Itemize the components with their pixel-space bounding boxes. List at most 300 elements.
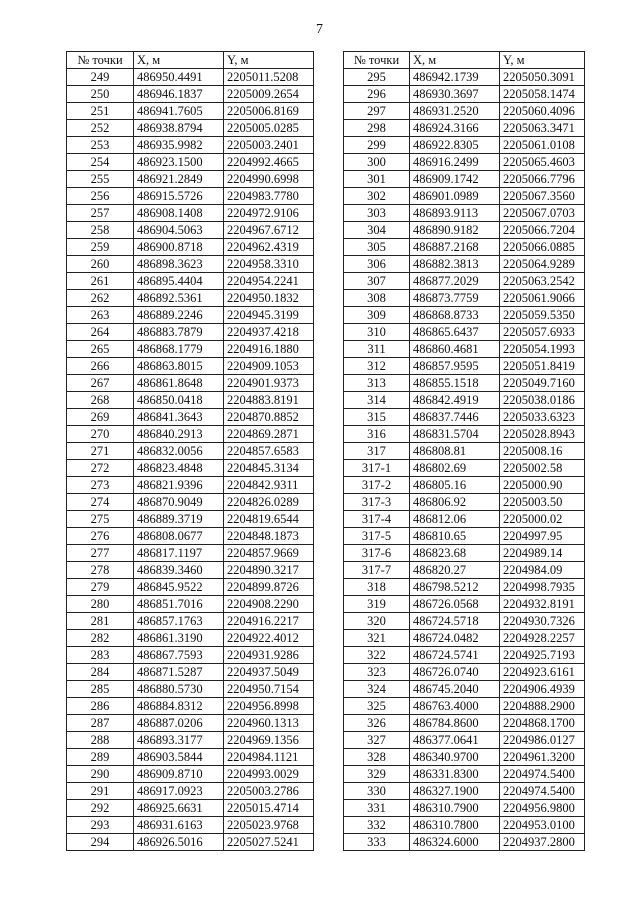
- point-number-cell: 293: [67, 817, 134, 834]
- table-row: [344, 426, 585, 443]
- header-point: № точки: [67, 52, 134, 69]
- point-number-cell: 310: [344, 324, 410, 341]
- table-row: [67, 205, 314, 222]
- y-coordinate-cell: 2205066.0885: [500, 239, 585, 256]
- point-number-cell: 264: [67, 324, 134, 341]
- point-number-cell: 272: [67, 460, 134, 477]
- y-coordinate-cell: 2204983.7780: [224, 188, 314, 205]
- y-coordinate-cell: 2204883.8191: [224, 392, 314, 409]
- point-number-cell: 301: [344, 171, 410, 188]
- x-coordinate-cell: 486763.4000: [410, 698, 500, 715]
- x-coordinate-cell: 486817.1197: [134, 545, 224, 562]
- table-row: [344, 324, 585, 341]
- y-coordinate-cell: 2205009.2654: [224, 86, 314, 103]
- table-row: [67, 375, 314, 392]
- header-point: № точки: [344, 52, 410, 69]
- y-coordinate-cell: 2205066.7796: [500, 171, 585, 188]
- point-number-cell: 317: [344, 443, 410, 460]
- y-coordinate-cell: 2205003.2786: [224, 783, 314, 800]
- y-coordinate-cell: 2204916.1880: [224, 341, 314, 358]
- x-coordinate-cell: 486861.8648: [134, 375, 224, 392]
- x-coordinate-cell: 486935.9982: [134, 137, 224, 154]
- x-coordinate-cell: 486810.65: [410, 528, 500, 545]
- point-number-cell: 277: [67, 545, 134, 562]
- x-coordinate-cell: 486802.69: [410, 460, 500, 477]
- x-coordinate-cell: 486938.8794: [134, 120, 224, 137]
- x-coordinate-cell: 486724.5741: [410, 647, 500, 664]
- y-coordinate-cell: 2204930.7326: [500, 613, 585, 630]
- y-coordinate-cell: 2204848.1873: [224, 528, 314, 545]
- table-header-row: [344, 52, 585, 69]
- table-row: [67, 460, 314, 477]
- y-coordinate-cell: 2204960.1313: [224, 715, 314, 732]
- point-number-cell: 250: [67, 86, 134, 103]
- x-coordinate-cell: 486840.2913: [134, 426, 224, 443]
- x-coordinate-cell: 486806.92: [410, 494, 500, 511]
- point-number-cell: 296: [344, 86, 410, 103]
- y-coordinate-cell: 2204992.4665: [224, 154, 314, 171]
- y-coordinate-cell: 2204953.0100: [500, 817, 585, 834]
- y-coordinate-cell: 2204870.8852: [224, 409, 314, 426]
- x-coordinate-cell: 486808.81: [410, 443, 500, 460]
- table-row: [67, 630, 314, 647]
- x-coordinate-cell: 486880.5730: [134, 681, 224, 698]
- y-coordinate-cell: 2204998.7935: [500, 579, 585, 596]
- table-row: [67, 273, 314, 290]
- point-number-cell: 266: [67, 358, 134, 375]
- x-coordinate-cell: 486930.3697: [410, 86, 500, 103]
- y-coordinate-cell: 2205028.8943: [500, 426, 585, 443]
- table-row: [344, 732, 585, 749]
- table-row: [344, 562, 585, 579]
- x-coordinate-cell: 486850.0418: [134, 392, 224, 409]
- table-row: [67, 783, 314, 800]
- table-row: [67, 358, 314, 375]
- y-coordinate-cell: 2205066.7204: [500, 222, 585, 239]
- x-coordinate-cell: 486895.4404: [134, 273, 224, 290]
- point-number-cell: 311: [344, 341, 410, 358]
- table-row: [344, 511, 585, 528]
- y-coordinate-cell: 2205003.2401: [224, 137, 314, 154]
- x-coordinate-cell: 486883.7879: [134, 324, 224, 341]
- y-coordinate-cell: 2204956.9800: [500, 800, 585, 817]
- point-number-cell: 276: [67, 528, 134, 545]
- table-row: [67, 290, 314, 307]
- table-row: [67, 545, 314, 562]
- x-coordinate-cell: 486724.5718: [410, 613, 500, 630]
- y-coordinate-cell: 2204857.6583: [224, 443, 314, 460]
- table-row: [67, 188, 314, 205]
- point-number-cell: 329: [344, 766, 410, 783]
- point-number-cell: 321: [344, 630, 410, 647]
- point-number-cell: 327: [344, 732, 410, 749]
- point-number-cell: 267: [67, 375, 134, 392]
- point-number-cell: 294: [67, 834, 134, 851]
- y-coordinate-cell: 2204857.9669: [224, 545, 314, 562]
- x-coordinate-cell: 486893.9113: [410, 205, 500, 222]
- y-coordinate-cell: 2204989.14: [500, 545, 585, 562]
- x-coordinate-cell: 486898.3623: [134, 256, 224, 273]
- table-row: [344, 103, 585, 120]
- x-coordinate-cell: 486845.9522: [134, 579, 224, 596]
- table-row: [67, 477, 314, 494]
- table-row: [344, 749, 585, 766]
- point-number-cell: 275: [67, 511, 134, 528]
- y-coordinate-cell: 2205008.16: [500, 443, 585, 460]
- y-coordinate-cell: 2205059.5350: [500, 307, 585, 324]
- y-coordinate-cell: 2204937.5049: [224, 664, 314, 681]
- table-row: [344, 698, 585, 715]
- y-coordinate-cell: 2204901.9373: [224, 375, 314, 392]
- y-coordinate-cell: 2205060.4096: [500, 103, 585, 120]
- table-row: [67, 69, 314, 86]
- y-coordinate-cell: 2204972.9106: [224, 205, 314, 222]
- table-row: [67, 732, 314, 749]
- point-number-cell: 326: [344, 715, 410, 732]
- y-coordinate-cell: 2205000.02: [500, 511, 585, 528]
- header-x: X, м: [134, 52, 224, 69]
- x-coordinate-cell: 486823.68: [410, 545, 500, 562]
- x-coordinate-cell: 486916.2499: [410, 154, 500, 171]
- point-number-cell: 317-5: [344, 528, 410, 545]
- y-coordinate-cell: 2204888.2900: [500, 698, 585, 715]
- y-coordinate-cell: 2205027.5241: [224, 834, 314, 851]
- x-coordinate-cell: 486901.0989: [410, 188, 500, 205]
- y-coordinate-cell: 2205063.2542: [500, 273, 585, 290]
- x-coordinate-cell: 486726.0740: [410, 664, 500, 681]
- x-coordinate-cell: 486909.1742: [410, 171, 500, 188]
- y-coordinate-cell: 2205003.50: [500, 494, 585, 511]
- x-coordinate-cell: 486892.5361: [134, 290, 224, 307]
- table-row: [67, 222, 314, 239]
- table-header-row: [67, 52, 314, 69]
- x-coordinate-cell: 486805.16: [410, 477, 500, 494]
- x-coordinate-cell: 486882.3813: [410, 256, 500, 273]
- point-number-cell: 297: [344, 103, 410, 120]
- table-row: [344, 256, 585, 273]
- table-row: [67, 800, 314, 817]
- y-coordinate-cell: 2205038.0186: [500, 392, 585, 409]
- x-coordinate-cell: 486924.3166: [410, 120, 500, 137]
- table-row: [67, 664, 314, 681]
- table-row: [344, 171, 585, 188]
- y-coordinate-cell: 2205049.7160: [500, 375, 585, 392]
- table-row: [344, 664, 585, 681]
- x-coordinate-cell: 486915.5726: [134, 188, 224, 205]
- y-coordinate-cell: 2205051.8419: [500, 358, 585, 375]
- table-row: [344, 341, 585, 358]
- x-coordinate-cell: 486865.6437: [410, 324, 500, 341]
- point-number-cell: 306: [344, 256, 410, 273]
- point-number-cell: 328: [344, 749, 410, 766]
- table-row: [67, 426, 314, 443]
- x-coordinate-cell: 486870.9049: [134, 494, 224, 511]
- point-number-cell: 295: [344, 69, 410, 86]
- table-row: [344, 579, 585, 596]
- table-row: [344, 205, 585, 222]
- table-row: [67, 511, 314, 528]
- x-coordinate-cell: 486860.4681: [410, 341, 500, 358]
- x-coordinate-cell: 486890.9182: [410, 222, 500, 239]
- y-coordinate-cell: 2204909.1053: [224, 358, 314, 375]
- y-coordinate-cell: 2204974.5400: [500, 783, 585, 800]
- table-row: [344, 596, 585, 613]
- y-coordinate-cell: 2204931.9286: [224, 647, 314, 664]
- y-coordinate-cell: 2204819.6544: [224, 511, 314, 528]
- point-number-cell: 303: [344, 205, 410, 222]
- y-coordinate-cell: 2204922.4012: [224, 630, 314, 647]
- x-coordinate-cell: 486855.1518: [410, 375, 500, 392]
- point-number-cell: 281: [67, 613, 134, 630]
- table-row: [344, 137, 585, 154]
- point-number-cell: 261: [67, 273, 134, 290]
- y-coordinate-cell: 2205023.9768: [224, 817, 314, 834]
- point-number-cell: 312: [344, 358, 410, 375]
- x-coordinate-cell: 486931.6163: [134, 817, 224, 834]
- point-number-cell: 289: [67, 749, 134, 766]
- table-row: [344, 375, 585, 392]
- table-row: [67, 817, 314, 834]
- point-number-cell: 299: [344, 137, 410, 154]
- table-row: [344, 86, 585, 103]
- y-coordinate-cell: 2204990.6998: [224, 171, 314, 188]
- y-coordinate-cell: 2205011.5208: [224, 69, 314, 86]
- table-row: [344, 545, 585, 562]
- table-row: [344, 443, 585, 460]
- point-number-cell: 324: [344, 681, 410, 698]
- table-row: [344, 630, 585, 647]
- table-row: [67, 528, 314, 545]
- x-coordinate-cell: 486884.8312: [134, 698, 224, 715]
- x-coordinate-cell: 486922.8305: [410, 137, 500, 154]
- y-coordinate-cell: 2204997.95: [500, 528, 585, 545]
- x-coordinate-cell: 486887.2168: [410, 239, 500, 256]
- x-coordinate-cell: 486377.0641: [410, 732, 500, 749]
- coordinates-table-right: [343, 51, 585, 851]
- point-number-cell: 278: [67, 562, 134, 579]
- point-number-cell: 308: [344, 290, 410, 307]
- table-row: [67, 715, 314, 732]
- table-row: [344, 477, 585, 494]
- table-row: [344, 290, 585, 307]
- y-coordinate-cell: 2205050.3091: [500, 69, 585, 86]
- table-row: [67, 239, 314, 256]
- table-row: [67, 307, 314, 324]
- table-row: [344, 392, 585, 409]
- x-coordinate-cell: 486904.5063: [134, 222, 224, 239]
- point-number-cell: 317-6: [344, 545, 410, 562]
- y-coordinate-cell: 2204962.4319: [224, 239, 314, 256]
- table-row: [67, 171, 314, 188]
- point-number-cell: 280: [67, 596, 134, 613]
- table-row: [344, 715, 585, 732]
- point-number-cell: 323: [344, 664, 410, 681]
- header-y: Y, м: [500, 52, 585, 69]
- x-coordinate-cell: 486941.7605: [134, 103, 224, 120]
- point-number-cell: 284: [67, 664, 134, 681]
- point-number-cell: 254: [67, 154, 134, 171]
- coordinates-table-left: [66, 51, 314, 851]
- point-number-cell: 291: [67, 783, 134, 800]
- point-number-cell: 269: [67, 409, 134, 426]
- table-row: [344, 307, 585, 324]
- x-coordinate-cell: 486812.06: [410, 511, 500, 528]
- x-coordinate-cell: 486946.1837: [134, 86, 224, 103]
- point-number-cell: 307: [344, 273, 410, 290]
- y-coordinate-cell: 2204993.0029: [224, 766, 314, 783]
- x-coordinate-cell: 486784.8600: [410, 715, 500, 732]
- y-coordinate-cell: 2205033.6323: [500, 409, 585, 426]
- x-coordinate-cell: 486900.8718: [134, 239, 224, 256]
- point-number-cell: 270: [67, 426, 134, 443]
- header-y: Y, м: [224, 52, 314, 69]
- y-coordinate-cell: 2204925.7193: [500, 647, 585, 664]
- table-row: [344, 528, 585, 545]
- x-coordinate-cell: 486873.7759: [410, 290, 500, 307]
- y-coordinate-cell: 2204945.3199: [224, 307, 314, 324]
- point-number-cell: 317-2: [344, 477, 410, 494]
- point-number-cell: 315: [344, 409, 410, 426]
- table-row: [67, 103, 314, 120]
- x-coordinate-cell: 486887.0206: [134, 715, 224, 732]
- y-coordinate-cell: 2204899.8726: [224, 579, 314, 596]
- y-coordinate-cell: 2204826.0289: [224, 494, 314, 511]
- x-coordinate-cell: 486726.0568: [410, 596, 500, 613]
- y-coordinate-cell: 2204906.4939: [500, 681, 585, 698]
- x-coordinate-cell: 486798.5212: [410, 579, 500, 596]
- point-number-cell: 320: [344, 613, 410, 630]
- table-row: [67, 409, 314, 426]
- table-row: [67, 324, 314, 341]
- x-coordinate-cell: 486724.0482: [410, 630, 500, 647]
- y-coordinate-cell: 2204937.4218: [224, 324, 314, 341]
- y-coordinate-cell: 2205005.0285: [224, 120, 314, 137]
- y-coordinate-cell: 2205002.58: [500, 460, 585, 477]
- table-row: [344, 239, 585, 256]
- table-row: [67, 154, 314, 171]
- x-coordinate-cell: 486851.7016: [134, 596, 224, 613]
- y-coordinate-cell: 2204937.2800: [500, 834, 585, 851]
- table-row: [67, 392, 314, 409]
- point-number-cell: 262: [67, 290, 134, 307]
- y-coordinate-cell: 2204845.3134: [224, 460, 314, 477]
- point-number-cell: 260: [67, 256, 134, 273]
- table-row: [344, 188, 585, 205]
- table-row: [344, 800, 585, 817]
- table-row: [344, 681, 585, 698]
- x-coordinate-cell: 486842.4919: [410, 392, 500, 409]
- y-coordinate-cell: 2205000.90: [500, 477, 585, 494]
- y-coordinate-cell: 2204869.2871: [224, 426, 314, 443]
- x-coordinate-cell: 486324.6000: [410, 834, 500, 851]
- x-coordinate-cell: 486841.3643: [134, 409, 224, 426]
- x-coordinate-cell: 486925.6631: [134, 800, 224, 817]
- table-row: [344, 273, 585, 290]
- point-number-cell: 298: [344, 120, 410, 137]
- x-coordinate-cell: 486820.27: [410, 562, 500, 579]
- x-coordinate-cell: 486909.8710: [134, 766, 224, 783]
- x-coordinate-cell: 486923.1500: [134, 154, 224, 171]
- point-number-cell: 256: [67, 188, 134, 205]
- y-coordinate-cell: 2204890.3217: [224, 562, 314, 579]
- x-coordinate-cell: 486327.1900: [410, 783, 500, 800]
- table-row: [344, 783, 585, 800]
- y-coordinate-cell: 2204958.3310: [224, 256, 314, 273]
- table-row: [67, 681, 314, 698]
- y-coordinate-cell: 2204923.6161: [500, 664, 585, 681]
- point-number-cell: 255: [67, 171, 134, 188]
- point-number-cell: 325: [344, 698, 410, 715]
- point-number-cell: 285: [67, 681, 134, 698]
- table-row: [67, 766, 314, 783]
- x-coordinate-cell: 486903.5844: [134, 749, 224, 766]
- point-number-cell: 317-7: [344, 562, 410, 579]
- point-number-cell: 282: [67, 630, 134, 647]
- x-coordinate-cell: 486839.3460: [134, 562, 224, 579]
- y-coordinate-cell: 2204916.2217: [224, 613, 314, 630]
- table-row: [344, 834, 585, 851]
- table-row: [67, 137, 314, 154]
- point-number-cell: 305: [344, 239, 410, 256]
- point-number-cell: 318: [344, 579, 410, 596]
- table-row: [67, 613, 314, 630]
- y-coordinate-cell: 2204986.0127: [500, 732, 585, 749]
- x-coordinate-cell: 486857.9595: [410, 358, 500, 375]
- point-number-cell: 314: [344, 392, 410, 409]
- table-row: [344, 647, 585, 664]
- x-coordinate-cell: 486831.5704: [410, 426, 500, 443]
- y-coordinate-cell: 2205067.0703: [500, 205, 585, 222]
- y-coordinate-cell: 2205063.3471: [500, 120, 585, 137]
- point-number-cell: 288: [67, 732, 134, 749]
- point-number-cell: 332: [344, 817, 410, 834]
- point-number-cell: 283: [67, 647, 134, 664]
- x-coordinate-cell: 486877.2029: [410, 273, 500, 290]
- x-coordinate-cell: 486917.0923: [134, 783, 224, 800]
- point-number-cell: 279: [67, 579, 134, 596]
- y-coordinate-cell: 2204954.2241: [224, 273, 314, 290]
- y-coordinate-cell: 2205057.6933: [500, 324, 585, 341]
- point-number-cell: 286: [67, 698, 134, 715]
- y-coordinate-cell: 2205006.8169: [224, 103, 314, 120]
- x-coordinate-cell: 486837.7446: [410, 409, 500, 426]
- table-row: [67, 596, 314, 613]
- y-coordinate-cell: 2204984.1121: [224, 749, 314, 766]
- y-coordinate-cell: 2205054.1993: [500, 341, 585, 358]
- table-row: [67, 562, 314, 579]
- point-number-cell: 333: [344, 834, 410, 851]
- x-coordinate-cell: 486950.4491: [134, 69, 224, 86]
- point-number-cell: 319: [344, 596, 410, 613]
- point-number-cell: 252: [67, 120, 134, 137]
- x-coordinate-cell: 486921.2849: [134, 171, 224, 188]
- table-row: [67, 443, 314, 460]
- table-row: [67, 579, 314, 596]
- table-row: [67, 86, 314, 103]
- y-coordinate-cell: 2204961.3200: [500, 749, 585, 766]
- y-coordinate-cell: 2205065.4603: [500, 154, 585, 171]
- table-row: [344, 222, 585, 239]
- point-number-cell: 287: [67, 715, 134, 732]
- point-number-cell: 313: [344, 375, 410, 392]
- y-coordinate-cell: 2204974.5400: [500, 766, 585, 783]
- x-coordinate-cell: 486868.8733: [410, 307, 500, 324]
- header-x: X, м: [410, 52, 500, 69]
- y-coordinate-cell: 2204950.1832: [224, 290, 314, 307]
- table-row: [344, 154, 585, 171]
- table-row: [67, 256, 314, 273]
- point-number-cell: 316: [344, 426, 410, 443]
